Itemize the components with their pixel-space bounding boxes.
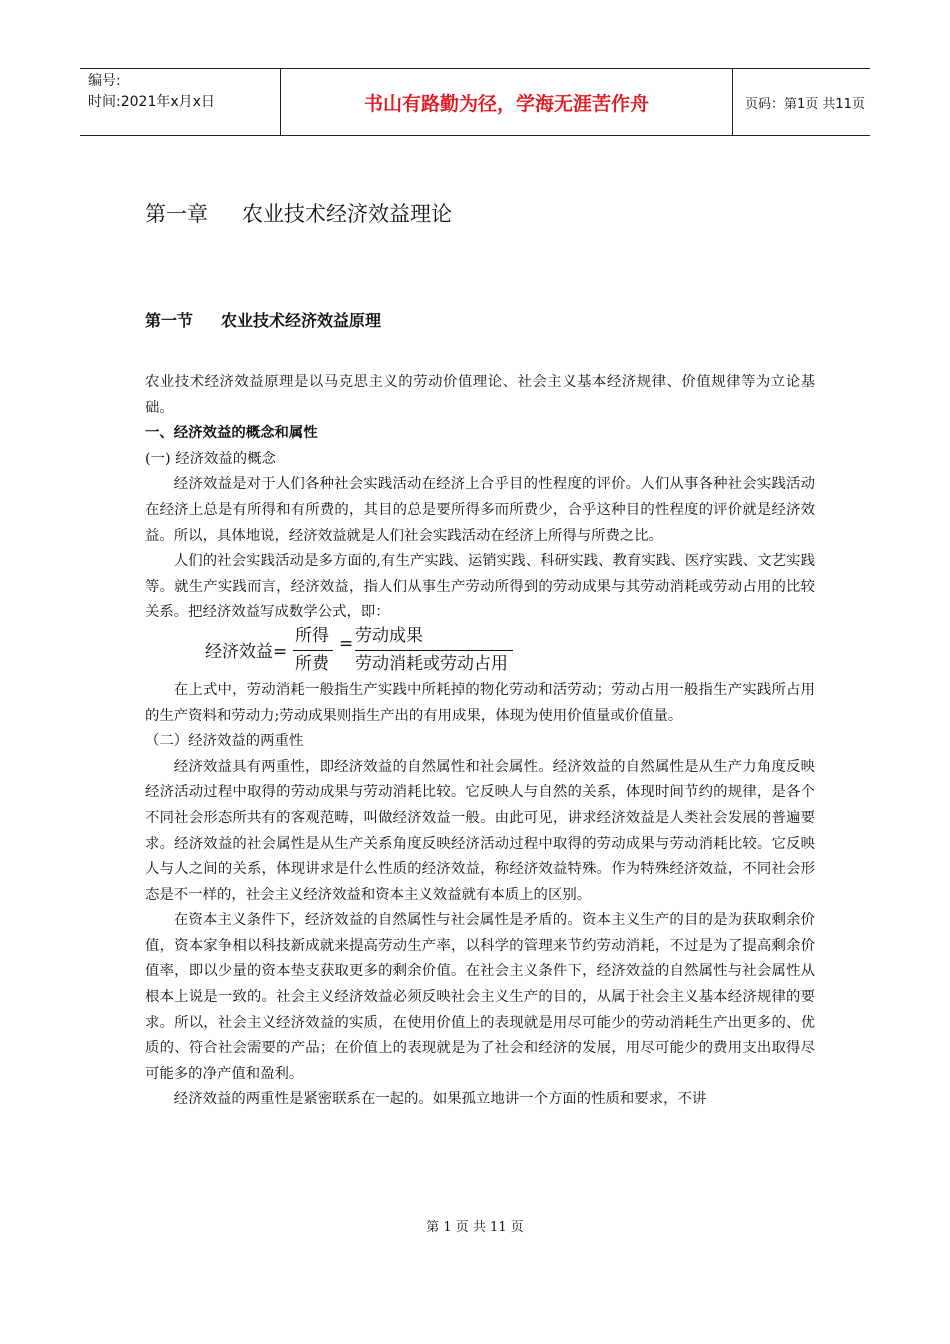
section-number: 第一节: [145, 311, 194, 330]
chapter-title: [145, 198, 452, 228]
header-motto: 书山有路勤为径，学海无涯苦作舟: [280, 69, 733, 135]
section-name: 农业技术经济效益原理: [221, 311, 382, 330]
formula-lhs: 经济效益=: [205, 641, 288, 662]
document-number-label: 编号:: [88, 73, 121, 89]
paragraph-definition: 经济效益是对于人们各种社会实践活动在经济上合乎目的性程度的评价。人们从事各种社会实践活动在经济上总是有所得和有所费的，其目的总是要所得多而所费少，合乎这种目的性程度的评价就是经济效益。所以，具体地说，经济效益就是人们社会实践活动在经济上所得与所费之比。: [145, 476, 815, 544]
subheading-concept: (一) 经济效益的概念: [145, 450, 276, 467]
formula-equals: =: [339, 633, 354, 654]
section-title: [145, 308, 381, 331]
formula-denominator-1: 所费: [295, 653, 329, 674]
formula-numerator-1: 所得: [295, 625, 329, 646]
paragraph-practice: 人们的社会实践活动是多方面的,有生产实践、运销实践、科研实践、教育实践、医疗实践、文艺实践等。就生产实践而言，经济效益，指人们从事生产劳动所得到的劳动成果与其劳动消耗或劳动占用的比较关系。把经济效益写成数学公式，即：: [145, 553, 815, 621]
document-date: 时间:2021年x月x日: [88, 94, 215, 110]
formula-numerator-2: 劳动成果: [355, 625, 423, 646]
page-footer: 第 1 页 共 11 页: [426, 1220, 524, 1235]
intro-paragraph: 农业技术经济效益原理是以马克思主义的劳动价值理论、社会主义基本经济规律、价值规律等为立论基础。: [145, 374, 815, 416]
chapter-number: 第一章: [145, 202, 208, 226]
paragraph-capitalism-socialism: 在资本主义条件下，经济效益的自然属性与社会属性是矛盾的。资本主义生产的目的是为获取剩余价值，资本家争相以科技新成就来提高劳动生产率，以科学的管理来节约劳动消耗，不过是为了提高剩余价值率，即以少量的资本垫支获取更多的剩余价值。在社会主义条件下，经济效益的自然属性与社会属性从根本上说是一致的。社会主义经济效益必须反映社会主义生产的目的，从属于社会主义基本经济规律的要求。所以，社会主义经济效益的实质，在使用价值上的表现就是用尽可能少的劳动消耗生产出更多的、优质的、符合社会需要的产品；在价值上的表现就是为了社会和经济的发展，用尽可能少的费用支出取得尽可能多的净产值和盈利。: [145, 912, 815, 1082]
heading-concept-attributes: 一、经济效益的概念和属性: [145, 425, 318, 442]
header-meta: [80, 69, 280, 135]
formula: [205, 626, 815, 678]
paragraph-linkage: 经济效益的两重性是紧密联系在一起的。如果孤立地讲一个方面的性质和要求，不讲: [173, 1091, 707, 1108]
formula-fraction-bar-1: [293, 650, 333, 651]
chapter-name: 农业技术经济效益理论: [242, 202, 452, 226]
paragraph-duality: 经济效益具有两重性，即经济效益的自然属性和社会属性。经济效益的自然属性是从生产力角度反映经济活动过程中取得的劳动成果与劳动消耗比较。它反映人与自然的关系，体现时间节约的规律，是各个不同社会形态所共有的客观范畴，叫做经济效益一般。由此可见，讲求经济效益是人类社会发展的普遍要求。经济效益的社会属性是从生产关系角度反映经济活动过程中取得的劳动成果与劳动消耗比较。它反映人与人之间的关系，体现讲求是什么性质的经济效益，称经济效益特殊。作为特殊经济效益，不同社会形态是不一样的，社会主义经济效益和资本主义效益就有本质上的区别。: [145, 758, 815, 903]
header-page-info: 页码：第1页 共11页: [745, 96, 865, 112]
formula-fraction-bar-2: [355, 650, 513, 651]
paragraph-formula-explanation: 在上式中，劳动消耗一般指生产实践中所耗掉的物化劳动和活劳动；劳动占用一般指生产实践所占用的生产资料和劳动力;劳动成果则指生产出的有用成果，体现为使用价值量或价值量。: [145, 681, 815, 724]
formula-denominator-2: 劳动消耗或劳动占用: [355, 653, 508, 674]
subheading-duality: （二）经济效益的两重性: [145, 733, 304, 750]
page-header: [80, 68, 870, 136]
document-body: [145, 370, 815, 1113]
